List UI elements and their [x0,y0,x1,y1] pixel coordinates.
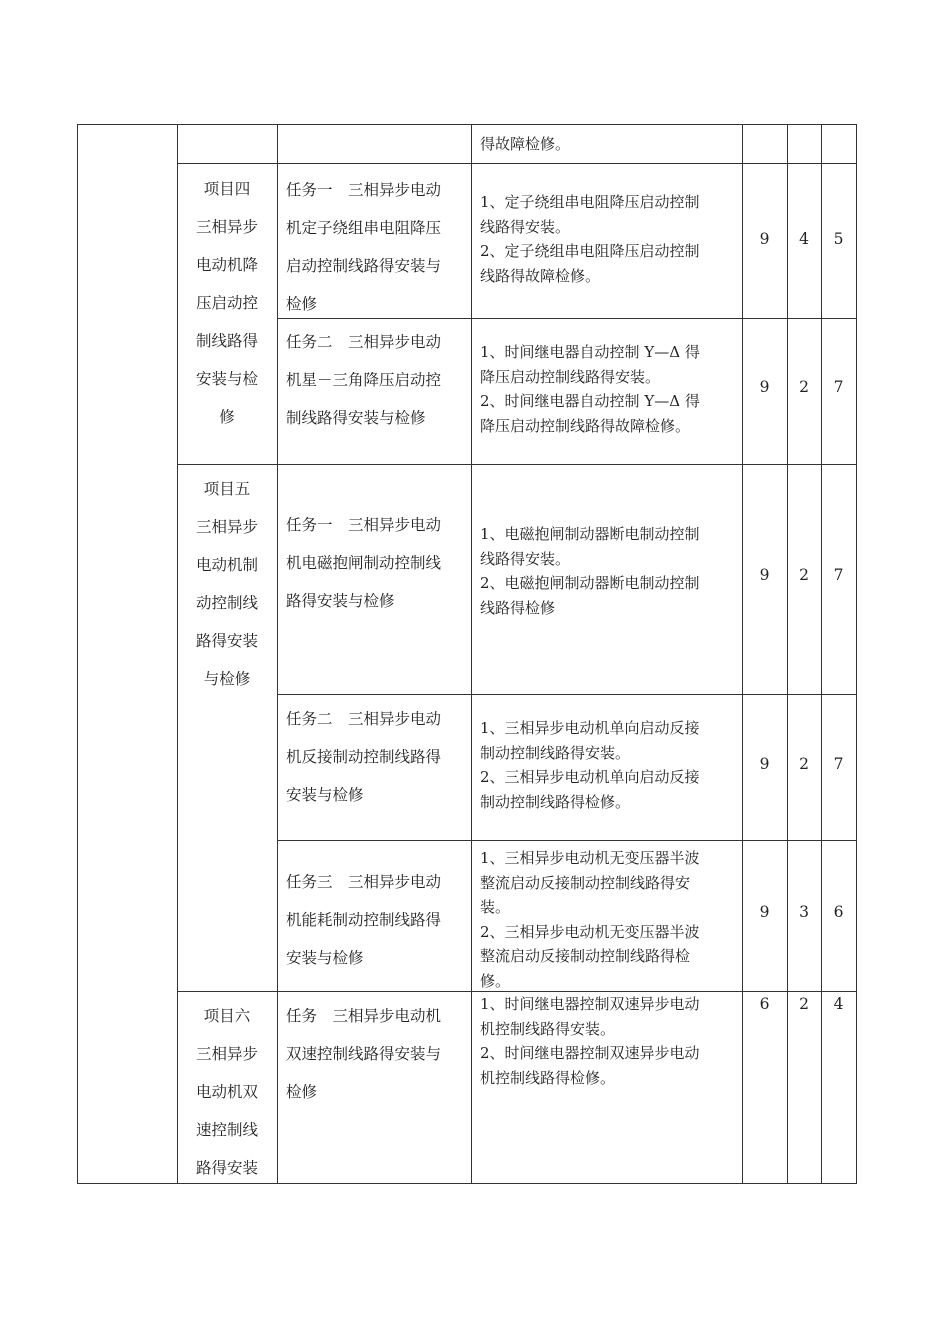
requirement-cell-line: 2、时间继电器控制双速异步电动 [480,1044,700,1062]
project-name-cell-line: 项目六 [203,1007,251,1025]
column-divider [742,124,743,1184]
requirement-cell [471,716,742,814]
requirement-cell [471,340,742,438]
hours-cell-3: 7 [833,755,844,773]
task-name-cell-line: 机反接制动控制线路得 [286,748,442,766]
requirement-cell-line: 1、三相异步电动机单向启动反接 [480,719,700,737]
project-name-cell-line: 电动机双 [195,1083,258,1101]
project-name-cell [177,470,277,698]
requirement-cell-line: 机控制线路得安装。 [480,1019,616,1038]
requirement-cell-line: 线路得故障检修。 [480,266,601,285]
task-name-cell [277,997,471,1111]
requirement-cell-line: 1、电磁抱闸制动器断电制动控制 [480,525,700,543]
task-name-cell-line: 机定子绕组串电阻降压 [286,219,442,237]
task-name-cell-line: 任务二 三相异步电动 [286,710,442,728]
task-name-cell-line: 安装与检修 [286,786,364,804]
table-border-top [77,124,857,125]
hours-cell-3: 6 [833,903,844,921]
task-name-cell [277,506,471,620]
project-name-cell-line: 项目四 [203,180,251,198]
requirement-cell [471,846,742,993]
project-name-cell-line: 安装与检 [195,370,258,388]
task-name-cell-line: 启动控制线路得安装与 [286,257,442,275]
task-name-cell-line: 检修 [286,1083,318,1101]
task-name-cell-line: 任务 三相异步电动机 [286,1007,442,1025]
task-name-cell-line: 任务三 三相异步电动 [286,873,442,891]
project-name-cell-line: 电动机降 [195,256,258,274]
requirement-cell [471,190,742,288]
project-name-cell-line: 三相异步 [195,218,258,236]
hours-cell-3: 4 [833,995,844,1013]
requirement-cell-line: 线路得安装。 [480,549,571,568]
requirement-cell-line: 2、电磁抱闸制动器断电制动控制 [480,574,700,592]
task-name-cell-line: 制线路得安装与检修 [286,409,426,427]
hours-cell-1: 9 [759,230,770,248]
project-name-cell-line: 路得安装 [195,632,258,650]
task-name-cell-line: 安装与检修 [286,949,364,967]
hours-cell-3: 7 [833,566,844,584]
task-name-cell-line: 路得安装与检修 [286,592,395,610]
requirement-cell-line: 2、三相异步电动机单向启动反接 [480,768,700,786]
requirement-cell-line: 修。 [480,971,511,990]
hours-cell-3: 5 [833,230,844,248]
project-name-cell-line: 与检修 [203,670,251,688]
project-name-cell [177,170,277,436]
requirement-cell-line: 1、定子绕组串电阻降压启动控制 [480,193,700,211]
requirement-cell-line: 降压启动控制线路得安装。 [480,367,661,386]
task-name-cell [277,700,471,814]
table-border-side [856,124,857,1184]
requirement-cell-line: 2、时间继电器自动控制 Y—Δ 得 [480,392,700,410]
requirement-cell-line: 1、时间继电器控制双速异步电动 [480,995,700,1013]
task-name-cell-line: 检修 [286,295,318,313]
requirement-cell [471,522,742,620]
hours-cell-2: 2 [799,378,809,396]
hours-cell-2: 2 [799,755,809,773]
requirement-cell-line: 2、定子绕组串电阻降压启动控制 [480,242,700,260]
task-name-cell-line: 任务二 三相异步电动 [286,333,442,351]
task-name-cell-line: 任务一 三相异步电动 [286,181,442,199]
project-name-cell-line: 制线路得 [195,332,258,350]
project-name-cell-line: 动控制线 [195,594,258,612]
project-name-cell-line: 修 [219,408,235,426]
hours-cell-1: 6 [759,995,770,1013]
hours-cell-3: 7 [833,378,844,396]
hours-cell-1: 9 [759,378,770,396]
column-divider [821,124,822,1184]
task-name-cell [277,171,471,323]
project-name-cell [177,997,277,1187]
requirement-cell [471,992,742,1090]
requirement-cell-line: 1、时间继电器自动控制 Y—Δ 得 [480,343,700,361]
column-divider [787,124,788,1184]
requirement-cell-line: 2、三相异步电动机无变压器半波 [480,922,700,941]
requirement-cell-line: 制动控制线路得检修。 [480,792,631,811]
row-divider [277,694,857,695]
project-name-cell-line: 压启动控 [195,294,258,312]
requirement-cell-line: 1、三相异步电动机无变压器半波 [480,849,700,867]
requirement-cell-line: 线路得安装。 [480,217,571,236]
requirement-cell-line: 线路得检修 [480,598,556,617]
project-name-cell-line: 项目五 [203,480,251,498]
requirement-cell-line: 机控制线路得检修。 [480,1068,616,1087]
task-name-cell-line: 机电磁抱闸制动控制线 [286,554,442,572]
task-name-cell-line: 机能耗制动控制线路得 [286,911,442,929]
project-name-cell-line: 三相异步 [195,1045,258,1063]
row-divider [177,163,857,164]
row-divider [277,840,857,841]
hours-cell-2: 4 [799,230,809,248]
task-name-cell-line: 任务一 三相异步电动 [286,516,442,534]
hours-cell-1: 9 [759,566,770,584]
task-name-cell-line: 双速控制线路得安装与 [286,1045,442,1063]
hours-cell-1: 9 [759,903,770,921]
requirement-cell-line: 降压启动控制线路得故障检修。 [480,416,691,435]
hours-cell-2: 2 [799,995,809,1013]
task-name-cell [277,863,471,977]
project-name-cell-line: 电动机制 [195,556,258,574]
requirement-cell-line: 装。 [480,898,511,916]
requirement-cell-line: 制动控制线路得安装。 [480,743,631,762]
requirement-cell-line: 整流启动反接制动控制线路得安 [480,873,691,892]
task-name-cell [277,323,471,437]
requirement-cell-line: 得故障检修。 [480,135,571,153]
project-name-cell-line: 三相异步 [195,518,258,536]
project-name-cell-line: 速控制线 [195,1121,258,1139]
row-divider [177,464,857,465]
requirement-cell [471,132,742,157]
table-border-side [77,124,78,1184]
project-name-cell-line: 路得安装 [195,1159,258,1177]
hours-cell-2: 3 [799,903,809,921]
task-name-cell-line: 机星－三角降压启动控 [286,371,442,389]
hours-cell-1: 9 [759,755,770,773]
requirement-cell-line: 整流启动反接制动控制线路得检 [480,947,691,965]
hours-cell-2: 2 [799,566,809,584]
